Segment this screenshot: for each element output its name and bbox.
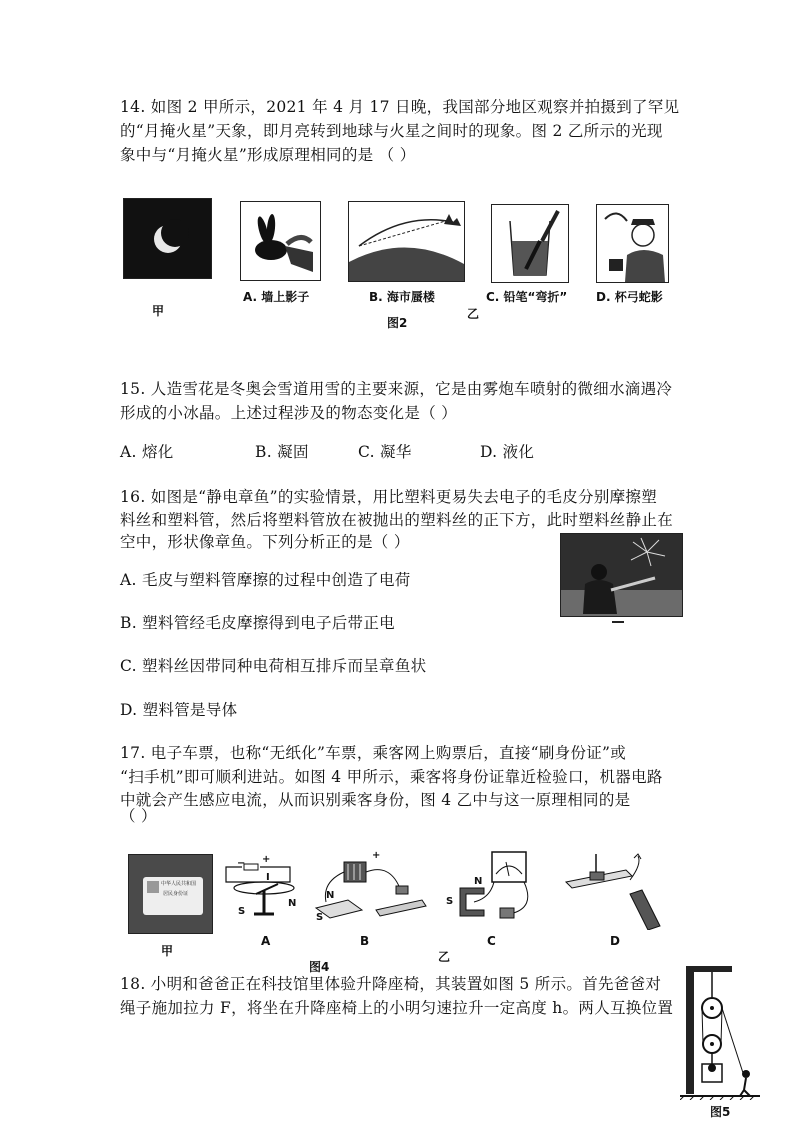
a-current-mark: I: [266, 872, 270, 883]
fig3-caption-mark: [612, 621, 624, 623]
q16-option-d: D. 塑料管是导体: [120, 701, 238, 719]
q17-line3: 中就会产生感应电流，从而识别乘客身份，图 4 乙中与这一原理相同的是: [120, 791, 631, 809]
diagram-b-label: B: [360, 934, 370, 948]
bent-pencil-icon: [492, 205, 568, 282]
mirage-diagram-icon: [349, 202, 464, 281]
q16-option-a: A. 毛皮与塑料管摩擦的过程中创造了电荷: [120, 571, 411, 589]
q15-option-c: C. 凝华: [358, 443, 412, 461]
c-south-mark: S: [446, 896, 454, 907]
static-octopus-photo: [560, 533, 683, 617]
pencil-glass-image: [491, 204, 569, 283]
q18-line2: 绳子施加拉力 F，将坐在升降座椅上的小明匀速拉升一定高度 h。两人互换位置: [120, 999, 674, 1017]
q18-line1: 18. 小明和爸爸正在科技馆里体验升降座椅，其装置如图 5 所示。首先爸爸对: [120, 975, 662, 993]
wall-shadow-image: [240, 201, 321, 281]
q14-line1: 14. 如图 2 甲所示，2021 年 4 月 17 日晚，我国部分地区观察并拍摄到了罕见: [120, 98, 680, 116]
diagram-a: [218, 854, 310, 930]
crescent-moon-icon: [124, 199, 211, 278]
q16-line1: 16. 如图是“静电章鱼”的实验情景，用比塑料更易失去电子的毛皮分别摩擦塑: [120, 488, 658, 506]
q15-option-d: D. 液化: [480, 443, 535, 461]
fig4-yi-label: 乙: [438, 950, 451, 964]
a-south-mark: S: [238, 906, 246, 917]
c-north-mark: N: [474, 876, 483, 887]
b-plus-mark: +: [372, 850, 381, 861]
pulley-lift-figure: [680, 964, 760, 1100]
id-card-text-1: 中华人民共和国: [161, 881, 197, 887]
moon-photo: [123, 198, 212, 279]
q14-option-b: B. 海市蜃楼: [369, 290, 435, 304]
q14-line3: 象中与“月掩火星”形成原理相同的是 （ ）: [120, 146, 416, 164]
galvanometer-magnet-icon: [440, 848, 540, 930]
q15-option-b: B. 凝固: [255, 443, 309, 461]
diagram-a-label: A: [261, 934, 271, 948]
a-minus-mark: −: [237, 858, 246, 869]
a-north-mark: N: [288, 898, 297, 909]
fig2-yi-label: 乙: [467, 307, 480, 321]
id-card-text-2: 居民身份证: [163, 891, 189, 897]
q14-option-c: C. 铅笔“弯折”: [486, 290, 568, 304]
bow-reflection-image: [596, 204, 669, 283]
fig5-label: 图5: [710, 1105, 731, 1119]
q14-line2: 的“月掩火星”天象，即月亮转到地球与火星之间时的现象。图 2 乙所示的光现: [120, 122, 663, 140]
diagram-d-label: D: [610, 934, 620, 948]
q15-option-a: A. 熔化: [120, 443, 174, 461]
fig4-label: 图4: [309, 960, 330, 974]
q16-option-c: C. 塑料丝因带同种电荷相互排斥而呈章鱼状: [120, 657, 427, 675]
diagram-c-label: C: [487, 934, 496, 948]
fig2-label: 图2: [387, 316, 408, 330]
q17-line2: “扫手机”即可顺利进站。如图 4 甲所示，乘客将身份证靠近检验口，机器电路: [120, 768, 663, 786]
q14-option-a: A. 墙上影子: [243, 290, 310, 304]
id-card-photo: [128, 854, 213, 934]
fig4-jia-label: 甲: [161, 944, 174, 958]
fig2-jia-label: 甲: [152, 304, 165, 318]
q15-line2: 形成的小冰晶。上述过程涉及的物态变化是（ ）: [120, 404, 458, 422]
diagram-c: [440, 848, 540, 930]
q17-line4: （ ）: [120, 807, 157, 825]
diagram-b: [312, 852, 430, 930]
mirage-image: [348, 201, 465, 282]
b-south-mark: S: [316, 912, 324, 923]
q14-option-d: D. 杯弓蛇影: [596, 290, 663, 304]
diagram-d: [562, 850, 672, 930]
hand-crank-generator-icon: [562, 850, 672, 930]
b-north-mark: N: [326, 890, 335, 901]
wire-compass-diagram-icon: [218, 858, 310, 930]
a-plus-mark: +: [262, 854, 271, 865]
hand-shadow-rabbit-icon: [241, 202, 320, 280]
static-octopus-scene-icon: [561, 534, 682, 616]
pulley-seat-icon: [680, 964, 760, 1100]
q15-line1: 15. 人造雪花是冬奥会雪道用雪的主要来源，它是由雾炮车喷射的微细水滴遇冷: [120, 380, 673, 398]
q16-line2: 料丝和塑料管，然后将塑料管放在被抛出的塑料丝的正下方，此时塑料丝静止在: [120, 511, 674, 529]
cup-bow-person-icon: [597, 205, 668, 282]
q17-line1: 17. 电子车票，也称“无纸化”车票，乘客网上购票后，直接“刷身份证”或: [120, 744, 627, 762]
q16-option-b: B. 塑料管经毛皮摩擦得到电子后带正电: [120, 614, 395, 632]
q16-line3: 空中，形状像章鱼。下列分析正的是（ ）: [120, 533, 410, 551]
